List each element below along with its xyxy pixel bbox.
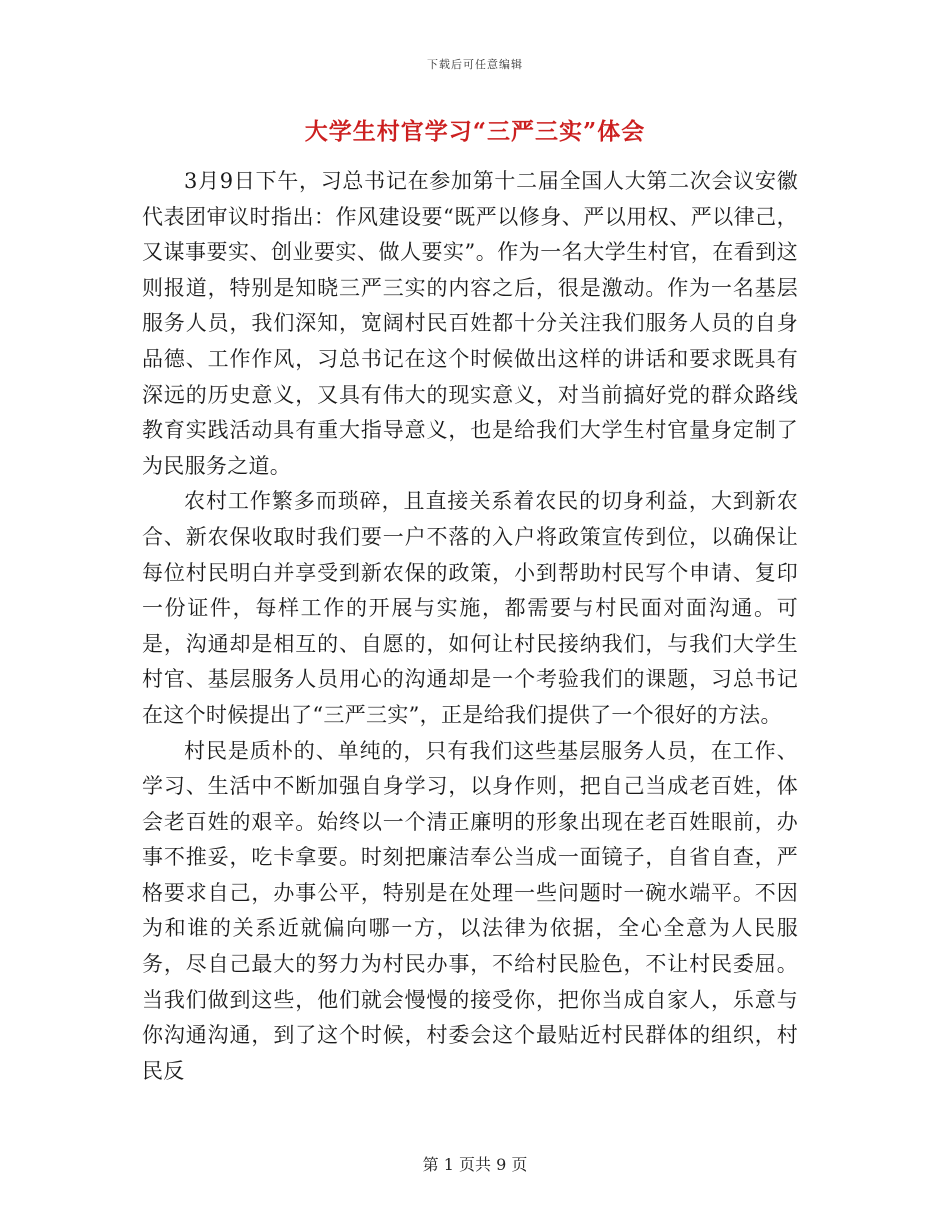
document-title: 大学生村官学习“三严三实”体会 — [304, 118, 646, 145]
page-number-footer: 第 1 页共 9 页 — [422, 1155, 528, 1174]
document-body — [142, 164, 798, 1089]
header-note: 下载后可任意编辑 — [427, 58, 523, 71]
paragraph-1: 3月9日下午，习总书记在参加第十二届全国人大第二次会议安徽代表团审议时指出：作风建设要“既严以修身、严以用权、严以律己，又谋事要实、创业要实、做人要实”。作为一名大学生村官，在看到这则报道，特别是知晓三严三实的内容之后，很是激动。作为一名基层服务人员，我们深知，宽阔村民百姓都十分关注我们服务人员的自身品德、工作作风，习总书记在这个时候做出这样的讲话和要求既具有深远的历史意义，又具有伟大的现实意义，对当前搞好党的群众路线教育实践活动具有重大指导意义，也是给我们大学生村官量身定制了为民服务之道。 — [142, 169, 798, 478]
paragraph-2: 农村工作繁多而琐碎，且直接关系着农民的切身利益，大到新农合、新农保收取时我们要一户不落的入户将政策宣传到位，以确保让每位村民明白并享受到新农保的政策，小到帮助村民写个申请、复印一份证件，每样工作的开展与实施，都需要与村民面对面沟通。可是，沟通却是相互的、自愿的，如何让村民接纳我们，与我们大学生村官、基层服务人员用心的沟通却是一个考验我们的课题，习总书记在这个时候提出了“三严三实”，正是给我们提供了一个很好的方法。 — [142, 489, 798, 727]
paragraph-3: 村民是质朴的、单纯的，只有我们这些基层服务人员，在工作、学习、生活中不断加强自身学习，以身作则，把自己当成老百姓，体会老百姓的艰辛。始终以一个清正廉明的形象出现在老百姓眼前，办事不推妥，吃卡拿要。时刻把廉洁奉公当成一面镜子，自省自查，严格要求自己，办事公平，特别是在处理一些问题时一碗水端平。不因为和谁的关系近就偏向哪一方，以法律为依据，全心全意为人民服务，尽自己最大的努力为村民办事，不给村民脸色，不让村民委屈。当我们做到这些，他们就会慢慢的接受你，把你当成自家人，乐意与你沟通沟通，到了这个时候，村委会这个最贴近村民群体的组织，村民反 — [142, 738, 798, 1083]
